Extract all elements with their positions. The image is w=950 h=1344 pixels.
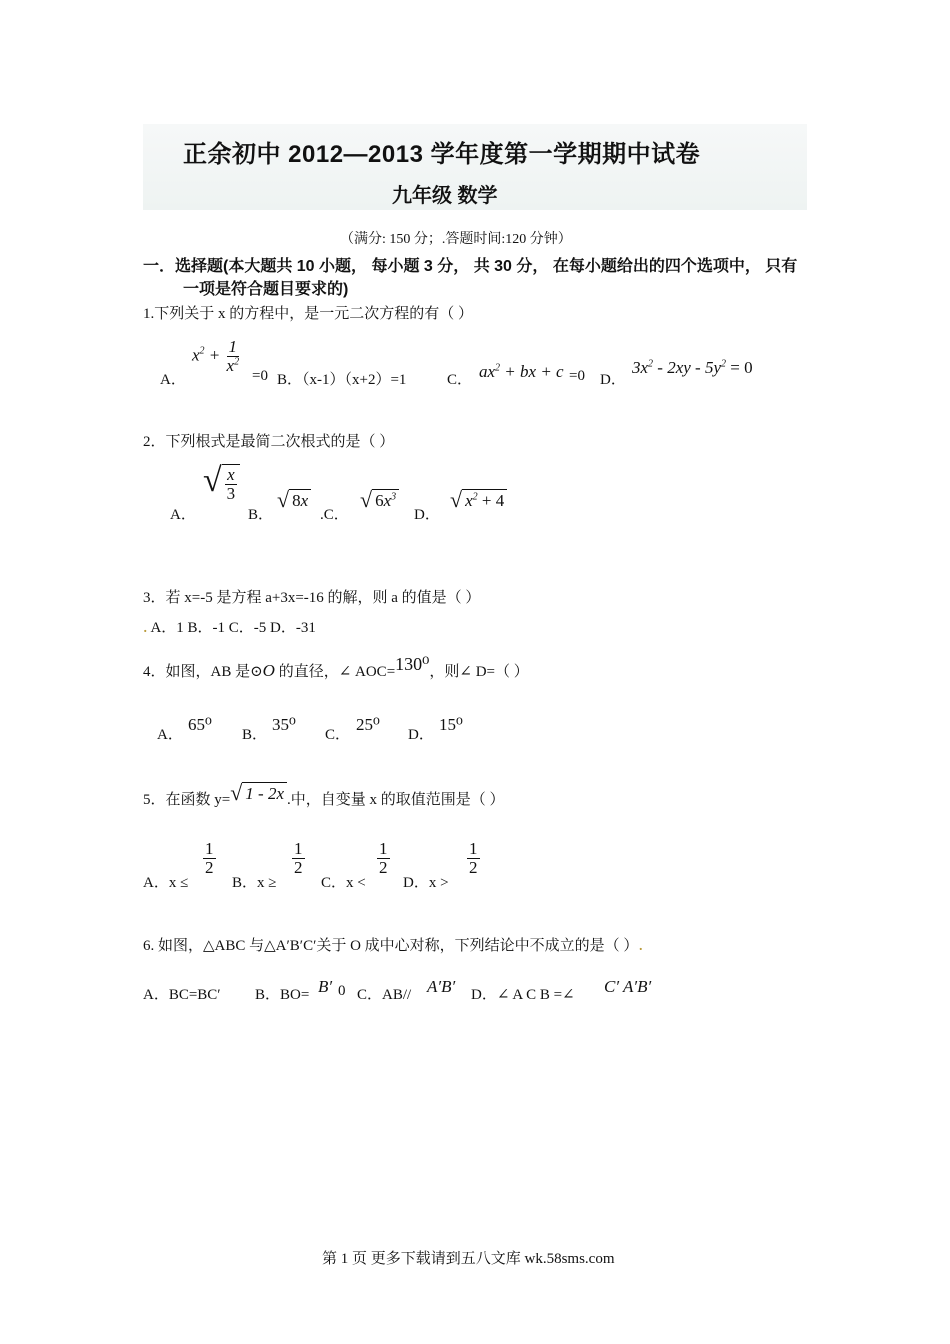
q1-option-a-tail: =0 (252, 368, 268, 384)
q1-option-a-expr: $x^2$ + $\frac{1}{x^2}$ (192, 337, 240, 375)
q4-option-b-value: 35⁰ (272, 715, 296, 734)
exam-title: 正余初中 2012—2013 学年度第一学期期中试卷 (183, 141, 701, 168)
q2-option-b-expr: √ 8x (277, 489, 311, 511)
q5-stem: 5．在函数 y= √ 1 - 2x .中，自变量 x 的取值范围是（ ） (143, 779, 505, 808)
q5-option-d-frac: $\frac{1}{2}$ (469, 839, 478, 877)
q6-option-c-label: C．AB// (357, 987, 412, 1003)
q4-option-a-label: A． (157, 727, 183, 743)
q5-option-c-frac: $\frac{1}{2}$ (379, 839, 388, 877)
q4-option-d-value: 15⁰ (439, 715, 463, 734)
q4-stem: 4．如图，AB 是⊙O 的直径，∠ AOC=130⁰，则∠ D=（ ） (143, 654, 529, 680)
section-heading-line1: 一．选择题(本大题共 10 小题， 每小题 3 分， 共 30 分， 在每小题给出的四个选项中， 只有 (143, 258, 798, 275)
q1-option-a-label: A． (160, 372, 186, 388)
q3-options: . A．1 B．-1 C．-5 D．-31 (143, 616, 316, 636)
section-heading-line2: 一项是符合题目要求的) (183, 281, 349, 298)
q2-option-c-label: .C． (320, 507, 349, 523)
q2-option-a-expr: √ $\frac{x}{3}$ (203, 464, 240, 503)
q5-option-c: C．x < (321, 875, 366, 891)
q6-option-a: A．BC=BC′ (143, 987, 221, 1003)
q1-option-d-label: D． (600, 372, 626, 388)
q6-option-b-tail: 0 (338, 983, 346, 999)
exam-meta: （满分: 150 分；.答题时间:120 分钟） (340, 232, 572, 247)
q5-option-d: D．x > (403, 875, 449, 891)
q2-option-d-label: D． (414, 507, 440, 523)
q5-option-a: A．x ≤ (143, 875, 189, 891)
q3-stem: 3．若 x=-5 是方程 a+3x=-16 的解，则 a 的值是（ ） (143, 590, 481, 606)
q2-option-a-label: A． (170, 507, 196, 523)
q1-option-b: B．（x-1）（x+2）=1 (277, 372, 407, 388)
q6-option-d-expr: C′ A′B′ (604, 977, 652, 996)
q2-option-d-expr: √ $x^2 + 4$ (450, 489, 507, 511)
q6-option-d-label: D．∠ A C B =∠ (471, 987, 575, 1003)
q4-option-a-value: 65⁰ (188, 715, 212, 734)
q2-option-c-expr: √ $6x^3$ (360, 489, 399, 511)
q4-option-c-value: 25⁰ (356, 715, 380, 734)
q5-option-a-frac: $\frac{1}{2}$ (205, 839, 214, 877)
page-footer: 第 1 页 更多下载请到五八文库 wk.58sms.com (322, 1251, 615, 1267)
q4-option-d-label: D． (408, 727, 434, 743)
exam-subtitle: 九年级 数学 (392, 185, 498, 207)
q1-option-c-tail: =0 (569, 368, 585, 384)
q1-stem: 1.下列关于 x 的方程中，是一元二次方程的有（ ） (143, 306, 474, 322)
q6-stem: 6. 如图，△ABC 与△A′B′C′关于 O 成中心对称，下列结论中不成立的是（ ）. (143, 934, 643, 954)
q6-option-b-expr: B′ (318, 977, 333, 996)
q5-option-b: B．x ≥ (232, 875, 277, 891)
q5-option-b-frac: $\frac{1}{2}$ (294, 839, 303, 877)
q2-option-b-label: B． (248, 507, 274, 523)
q6-option-b-label: B．BO= (255, 987, 310, 1003)
q1-option-c-label: C． (447, 372, 473, 388)
q6-option-c-expr: A′B′ (427, 977, 456, 996)
q4-option-b-label: B． (242, 727, 268, 743)
q1-option-d-expr: $3x^2 - 2xy - 5y^2 = 0$ (632, 358, 753, 377)
q1-option-c-expr: $ax^2$ + bx + c (479, 362, 564, 381)
q2-stem: 2．下列根式是最简二次根式的是（ ） (143, 434, 395, 450)
q4-option-c-label: C． (325, 727, 351, 743)
